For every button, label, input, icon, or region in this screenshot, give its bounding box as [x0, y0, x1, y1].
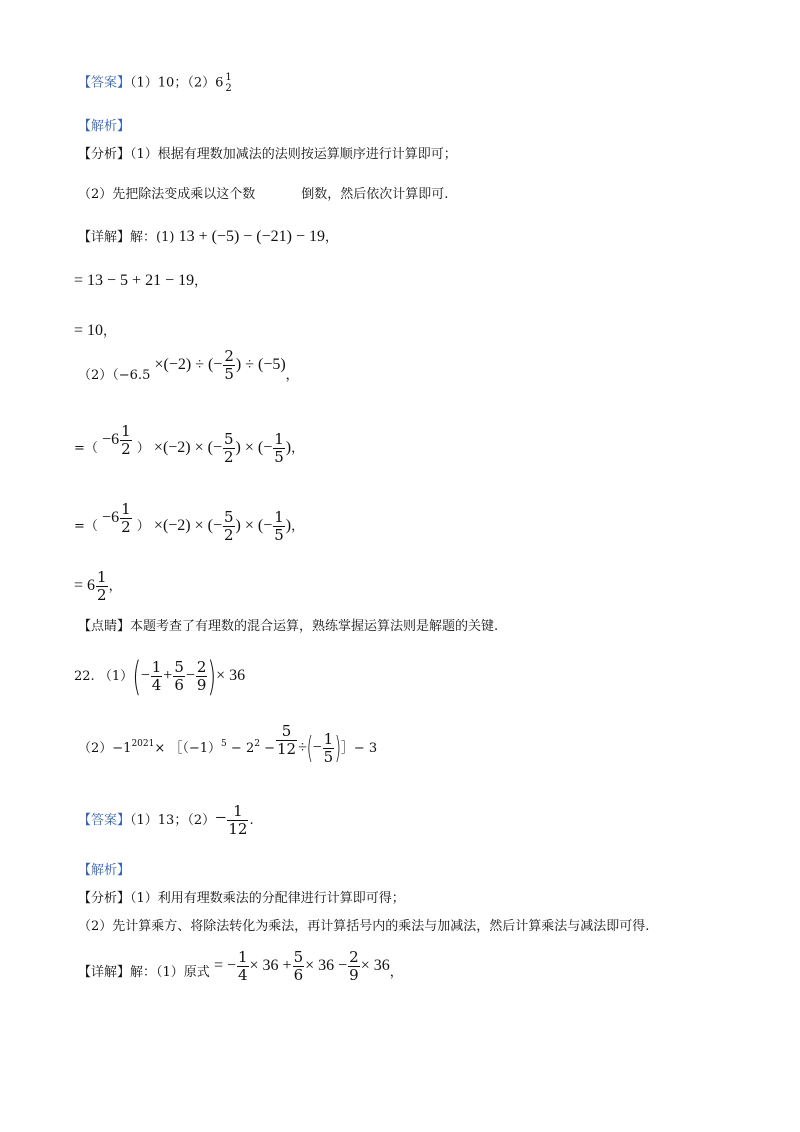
equation-4: [78, 347, 299, 395]
frac-den: 2: [97, 586, 107, 604]
frac-num: 1: [274, 508, 284, 526]
frac-num: 1: [323, 730, 334, 748]
frac-den: 9: [196, 676, 207, 694]
fraction-2-9: [348, 949, 360, 984]
answer-line-2: [78, 798, 254, 841]
mid-part-2: ) × (−: [235, 517, 273, 534]
frac-num: 1: [121, 422, 131, 440]
term-b: × 36 −: [305, 957, 348, 974]
comma: ，: [285, 368, 299, 383]
minus-sign: −: [312, 739, 322, 756]
frac-den: 4: [237, 966, 248, 984]
part-label: （1）: [98, 669, 134, 684]
frac-num: 1: [227, 803, 248, 821]
plus-sign: +: [163, 667, 173, 684]
equals-minus: = −: [213, 957, 236, 974]
close-paren: ）: [136, 519, 150, 534]
comma: ，: [291, 519, 305, 534]
eq-open: =（: [74, 441, 98, 456]
equation-7: [74, 566, 122, 607]
frac-num: 5: [224, 430, 234, 448]
eq4-part-c: ) ÷ (−5): [235, 356, 286, 373]
detail-tag: 【详解】: [78, 965, 131, 980]
fraction-5-2: [223, 431, 235, 466]
analysis2-line-2: [78, 918, 649, 936]
question-number: 22.: [74, 669, 95, 684]
times-36: × 36: [216, 667, 246, 684]
detail2-line-1: [78, 950, 403, 995]
frac-num: 1: [121, 500, 131, 518]
minus-sign: −: [215, 807, 227, 829]
frac-den: 5: [323, 748, 334, 766]
close-paren: ）: [136, 441, 150, 456]
left-bracket: (: [132, 653, 142, 700]
analysis-text-1: （1）根据有理数加减法的法则按运算顺序进行计算即可；: [130, 147, 457, 162]
eq-open: =（: [74, 519, 98, 534]
detail-label: 解：（1）原式: [130, 965, 210, 980]
frac-den: 2: [224, 448, 234, 466]
equation-3: [74, 322, 116, 340]
fraction-2-9: [196, 659, 208, 694]
frac-den: 6: [293, 966, 304, 984]
frac-den: 5: [224, 365, 234, 383]
right-bracket: ): [334, 730, 342, 766]
fraction-1-5: [323, 731, 335, 766]
question-22-part-2: [78, 722, 377, 771]
analysis-text-1: （1）利用有理数乘法的分配律进行计算即可得；: [130, 891, 405, 906]
frac-den: 12: [277, 740, 297, 758]
analysis-text-2: （2）先把除法变成乘以这个数: [78, 187, 256, 202]
term-a: × 36 +: [249, 957, 292, 974]
mid-part: ×(−2) × (−: [153, 517, 222, 534]
frac-den: 5: [274, 448, 284, 466]
analysis-tag: 【分析】: [78, 147, 131, 162]
mid-part: ×(−2) × (−: [153, 439, 222, 456]
frac-num: 5: [293, 948, 304, 966]
frac-num: 5: [224, 508, 234, 526]
divide-sign: ÷: [298, 739, 307, 756]
fraction-1-4: [237, 949, 249, 984]
exponent-2: 2: [254, 739, 260, 749]
dianjing-line: [78, 618, 498, 636]
fraction-5-6: [173, 659, 185, 694]
frac-den: 6: [174, 676, 184, 694]
frac-num: 1: [274, 430, 284, 448]
fraction-1-12: [227, 803, 248, 838]
fraction-1-5: [273, 509, 285, 544]
frac-num: 5: [174, 658, 184, 676]
comma: ，: [103, 323, 117, 338]
exponent-2021: 2021: [131, 739, 155, 749]
fraction-1-5: [273, 431, 285, 466]
fraction-2-5: [223, 348, 235, 383]
frac-num: 1: [237, 948, 248, 966]
fraction-5-12: [276, 723, 297, 758]
fraction-half: [120, 501, 132, 536]
answer-whole: 6: [215, 75, 224, 91]
part2-minus-2: − 2: [230, 741, 255, 756]
eq7-text: = 6: [74, 577, 96, 594]
frac-num: 2: [196, 658, 207, 676]
analysis-line-1: [78, 146, 457, 164]
frac-den: 12: [228, 820, 248, 838]
analysis-tag: 【分析】: [78, 891, 131, 906]
frac-den: 2: [225, 83, 232, 94]
neg-six: −6: [102, 431, 120, 448]
right-bracket: ): [207, 653, 217, 700]
answer-fraction: [224, 72, 232, 94]
equation-6: [74, 500, 305, 547]
frac-num: 1: [97, 568, 107, 586]
equation-3-text: = 10: [74, 322, 104, 339]
neg-six: −6: [102, 509, 120, 526]
answer-tag: 【答案】: [78, 75, 131, 91]
frac-num: 2: [349, 948, 359, 966]
answer-text: （1）13；（2）: [130, 813, 216, 828]
detail-tag: 【详解】: [78, 230, 131, 245]
analysis-heading: 【解析】: [78, 119, 131, 134]
part2-end: ］− 3: [340, 741, 378, 756]
part2-bracket: × ［（−1）: [154, 741, 222, 756]
minus-sign: −: [140, 667, 150, 684]
part2-start: （2）−1: [78, 741, 132, 756]
answer-text: （1）10；（2）: [130, 75, 216, 91]
fraction-half: [96, 569, 108, 604]
frac-den: 2: [121, 440, 131, 458]
comma: ，: [325, 230, 339, 245]
eq4-part-b: ×(−2) ÷ (−: [154, 356, 223, 373]
analysis-heading-2: 【解析】: [78, 863, 131, 878]
right-paren: ): [285, 439, 292, 456]
detail-label: 解：(1): [130, 230, 175, 245]
comma: ，: [389, 965, 403, 980]
term-c: × 36: [360, 957, 390, 974]
detail-line-1: [78, 228, 338, 247]
frac-num: 1: [151, 658, 162, 676]
comma: ，: [108, 579, 122, 594]
equation-1: 13 + (−5) − (−21) − 19: [178, 228, 326, 245]
left-bracket: (: [306, 730, 313, 766]
mid-part-2: ) × (−: [235, 439, 273, 456]
frac-den: 5: [274, 526, 284, 544]
frac-den: 9: [349, 966, 359, 984]
equation-2-text: = 13 − 5 + 21 − 19: [74, 272, 195, 289]
comma: ，: [194, 273, 208, 288]
minus-sign: −: [264, 741, 275, 756]
frac-num: 1: [225, 72, 232, 83]
frac-num: 5: [276, 723, 297, 741]
right-paren: ): [285, 517, 292, 534]
analysis-line-2: [78, 186, 448, 204]
dianjing-text: 本题考查了有理数的混合运算，熟练掌握运算法则是解题的关键.: [130, 619, 499, 634]
eq4-part-a: （2）（−6.5: [78, 368, 151, 383]
answer-line-1: [78, 72, 234, 94]
fraction-5-2: [223, 509, 235, 544]
analysis-text-3: 倒数，然后依次计算即可.: [301, 187, 449, 202]
dianjing-tag: 【点睛】: [78, 619, 131, 634]
frac-den: 4: [151, 676, 162, 694]
minus-sign: −: [185, 667, 195, 684]
equation-5: [74, 422, 305, 469]
fraction-half: [120, 423, 132, 458]
analysis-text-2: （2）先计算乘方、将除法转化为乘法，再计算括号内的乘法与加减法，然后计算乘法与减法即可得.: [78, 919, 650, 934]
fraction-1-4: [151, 659, 163, 694]
frac-den: 2: [121, 518, 131, 536]
comma: ，: [291, 441, 305, 456]
frac-den: 2: [224, 526, 234, 544]
equation-2: [74, 272, 207, 290]
frac-num: 2: [224, 347, 234, 365]
fraction-5-6: [293, 949, 305, 984]
answer-tag: 【答案】: [78, 813, 131, 828]
exponent-5: 5: [221, 739, 227, 749]
analysis2-line-1: [78, 890, 405, 908]
period: .: [249, 813, 254, 828]
question-22-part-1: [74, 654, 245, 699]
